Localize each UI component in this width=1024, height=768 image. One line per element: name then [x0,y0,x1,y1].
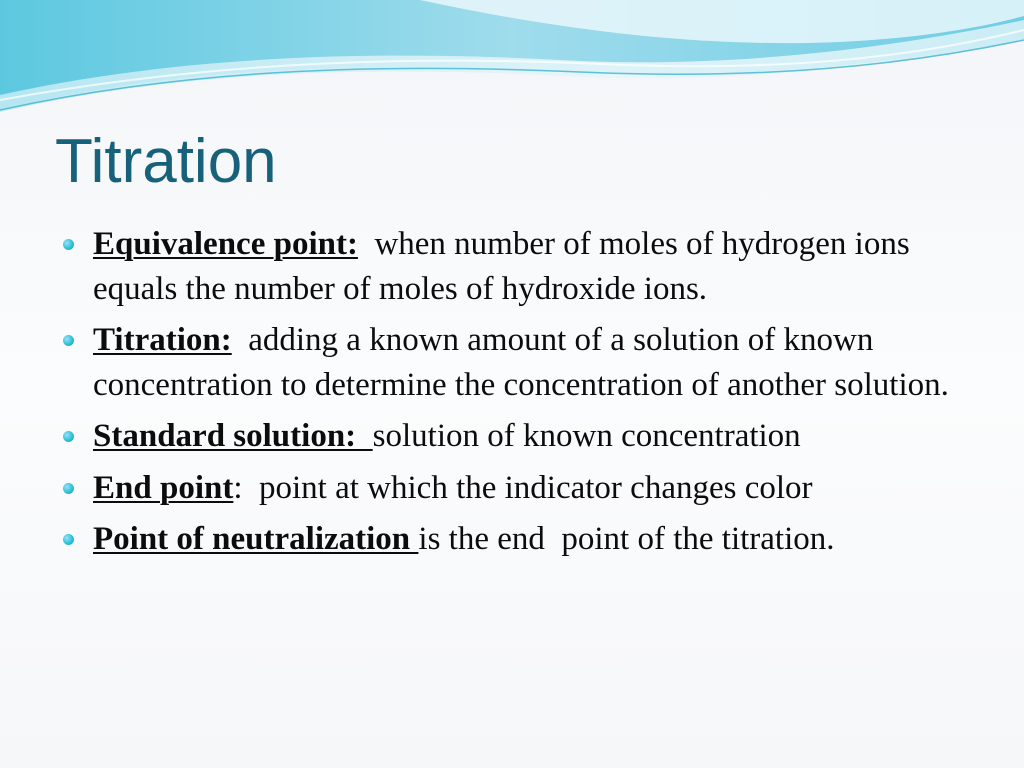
bullet-item-end-point [60,466,980,511]
bullet-definition: point at which the indicator changes color [242,469,813,506]
header-wave-decoration [0,0,1024,130]
bullet-term: Titration: [93,322,232,358]
bullet-list [60,222,980,569]
bullet-term: Standard solution: [93,418,373,454]
bullet-colon: : [233,469,243,506]
bullet-item-titration [60,318,980,407]
bullet-term: Point of neutralization [93,521,419,557]
bullet-icon [63,534,74,545]
bullet-definition: when number of moles of hydrogen ions equals the number of moles of hydroxide ions. [93,226,918,307]
bullet-definition: adding a known amount of a solution of known concentration to determine the concentration of another solution. [93,322,949,403]
bullet-icon [63,335,74,346]
bullet-icon [63,431,74,442]
bullet-item-point-of-neutralization [60,517,980,562]
bullet-term: End point [93,469,234,506]
bullet-term: Equivalence point: [93,226,358,262]
bullet-item-standard-solution [60,414,980,459]
bullet-item-equivalence-point [60,222,980,311]
bullet-definition: solution of known concentration [372,418,801,454]
slide-title: Titration [55,127,277,196]
bullet-icon [63,483,74,494]
bullet-definition: is the end point of the titration. [418,521,835,557]
bullet-icon [63,239,74,250]
